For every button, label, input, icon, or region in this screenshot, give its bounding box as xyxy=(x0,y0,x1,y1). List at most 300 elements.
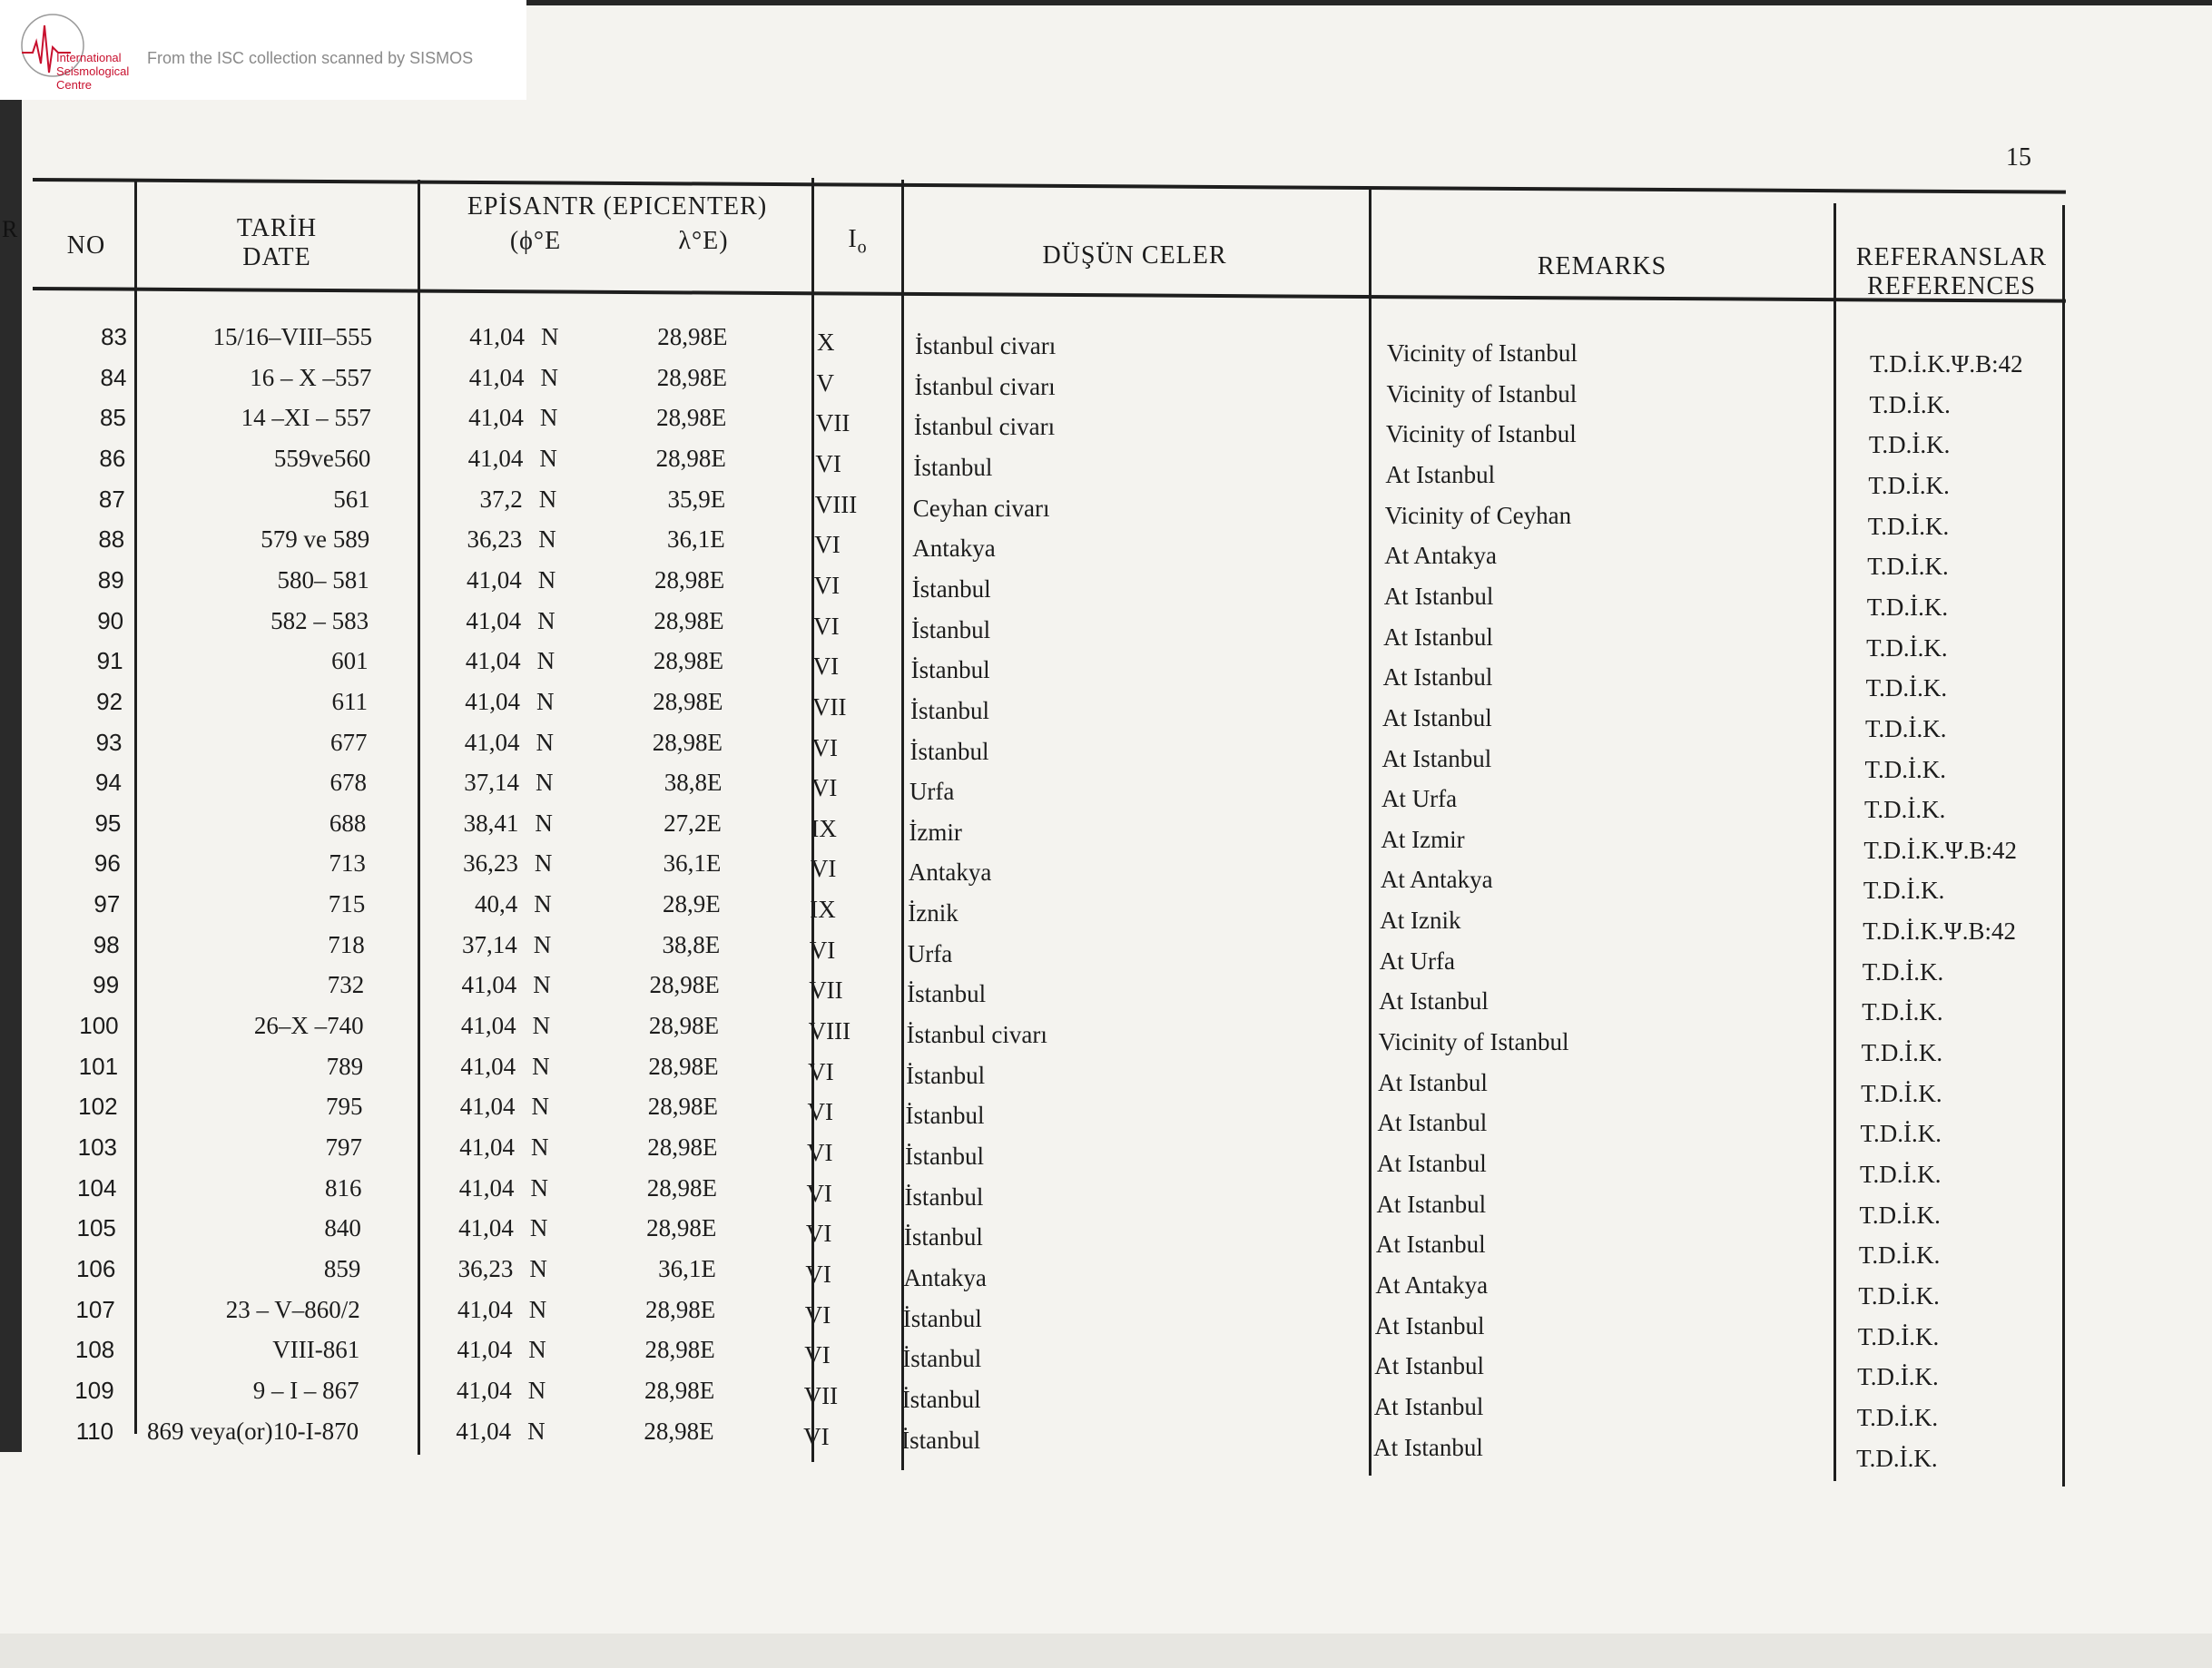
spine-letter: R xyxy=(2,216,18,242)
cell-ref: T.D.İ.K. xyxy=(1858,1281,1940,1310)
cell-lat-h: N xyxy=(531,1133,549,1161)
cell-dusunce: İstanbul xyxy=(902,1345,982,1373)
cell-io: VI xyxy=(810,855,837,883)
cell-lon: 36,1 xyxy=(667,525,711,554)
cell-ref: T.D.İ.K. xyxy=(1868,471,1950,499)
cell-lon-h: E xyxy=(701,1254,716,1282)
cell-no: 110 xyxy=(75,1417,114,1445)
cell-date: 14 –XI – 557 xyxy=(241,404,371,432)
col-divider-5 xyxy=(1369,187,1371,1476)
cell-remark: Vicinity of Ceyhan xyxy=(1384,501,1572,529)
cell-ref: T.D.İ.K. xyxy=(1867,553,1949,581)
cell-lon: 28,98 xyxy=(644,1376,700,1404)
cell-lon-h: E xyxy=(706,769,723,797)
header-epicenter: EPİSANTR (EPICENTER) xyxy=(467,192,768,221)
cell-dusunce: Urfa xyxy=(907,939,953,967)
cell-io: VI xyxy=(805,1260,831,1288)
header-remarks: REMARKS xyxy=(1537,252,1667,280)
cell-lon-h: E xyxy=(709,606,724,634)
cell-lat-h: N xyxy=(535,769,554,797)
cell-dusunce: İstanbul xyxy=(909,737,989,765)
cell-lon: 38,8 xyxy=(664,769,707,797)
cell-lat: 41,04 xyxy=(466,565,522,594)
cell-ref: T.D.İ.K. xyxy=(1866,593,1949,621)
cell-remark: At Istanbul xyxy=(1377,1109,1488,1137)
cell-io: VI xyxy=(809,936,836,964)
cell-dusunce: İstanbul xyxy=(910,696,990,724)
cell-no: 86 xyxy=(99,444,126,472)
cell-lat-h: N xyxy=(533,930,552,958)
cell-date: VIII-861 xyxy=(272,1336,360,1364)
cell-ref: T.D.İ.K.Ψ.B:42 xyxy=(1863,917,2016,946)
table-right-rule xyxy=(2062,205,2065,1486)
logo-line-1: International xyxy=(56,51,122,64)
cell-io: VI xyxy=(813,571,841,599)
cell-lat-h: N xyxy=(536,728,554,756)
cell-io: VI xyxy=(808,1057,834,1085)
cell-dusunce: İstanbul xyxy=(905,1143,984,1170)
cell-lat-h: N xyxy=(533,971,551,999)
cell-lat: 41,04 xyxy=(458,1214,514,1242)
isc-banner xyxy=(0,0,526,100)
cell-dusunce: İstanbul xyxy=(913,453,993,481)
cell-lon-h: E xyxy=(705,849,722,878)
cell-lon: 28,98 xyxy=(657,323,713,350)
cell-lon: 28,98 xyxy=(644,1417,700,1445)
cell-lon-h: E xyxy=(699,1417,714,1445)
cell-lat: 36,23 xyxy=(457,1254,514,1282)
cell-date: 797 xyxy=(325,1133,362,1161)
cell-no: 89 xyxy=(97,565,124,594)
cell-lon-h: E xyxy=(701,1214,717,1242)
cell-remark: At Urfa xyxy=(1381,785,1458,813)
cell-lat-h: N xyxy=(534,849,553,878)
cell-lon: 28,98 xyxy=(645,1295,701,1323)
cell-lat: 41,04 xyxy=(461,971,517,999)
cell-lon-h: E xyxy=(710,525,725,554)
cell-lat: 41,04 xyxy=(457,1336,513,1364)
cell-remark: At Istanbul xyxy=(1383,582,1494,610)
cell-ref: T.D.İ.K. xyxy=(1861,1039,1943,1067)
cell-lon-h: E xyxy=(709,565,725,594)
cell-lat-h: N xyxy=(527,1417,546,1445)
cell-io: VI xyxy=(806,1179,832,1207)
cell-lat: 37,14 xyxy=(464,769,519,797)
cell-date: 677 xyxy=(330,728,368,756)
cell-io: VI xyxy=(815,449,841,477)
cell-dusunce: İstanbul xyxy=(902,1304,982,1332)
cell-lon: 38,8 xyxy=(662,930,705,958)
cell-date: 16 – X –557 xyxy=(250,363,372,391)
cell-dusunce: İstanbul civarı xyxy=(915,332,1057,359)
cell-remark: At Istanbul xyxy=(1377,1150,1487,1177)
cell-dusunce: İstanbul xyxy=(911,574,991,603)
cell-lon: 28,98 xyxy=(654,565,710,594)
cell-lon-h: E xyxy=(704,971,720,999)
cell-ref: T.D.İ.K. xyxy=(1857,1363,1939,1391)
cell-date: 688 xyxy=(329,809,367,837)
cell-no: 101 xyxy=(78,1052,119,1080)
cell-lat: 38,41 xyxy=(463,809,519,837)
cell-date: 816 xyxy=(324,1173,362,1202)
cell-lat-h: N xyxy=(536,687,555,715)
cell-no: 83 xyxy=(101,323,127,350)
cell-lat: 41,04 xyxy=(465,687,521,715)
cell-remark: At Istanbul xyxy=(1373,1433,1483,1461)
header-io-i: I xyxy=(848,225,858,253)
cell-no: 87 xyxy=(98,485,125,513)
cell-dusunce: Ceyhan civarı xyxy=(912,494,1050,522)
cell-dusunce: İstanbul xyxy=(910,656,990,684)
cell-no: 85 xyxy=(99,404,126,432)
cell-io: VII xyxy=(803,1381,839,1409)
cell-no: 90 xyxy=(97,606,124,634)
cell-lat-h: N xyxy=(540,363,558,391)
cell-lon-h: E xyxy=(708,647,724,675)
cell-no: 96 xyxy=(93,849,121,878)
cell-dusunce: Antakya xyxy=(912,535,996,563)
cell-lon: 28,98 xyxy=(648,1012,704,1040)
logo-line-2: Seismological xyxy=(56,64,130,78)
cell-lat-h: N xyxy=(536,647,555,675)
cell-date: 869 veya(or)10-I-870 xyxy=(146,1417,359,1445)
cell-io: VI xyxy=(814,531,841,559)
cell-ref: T.D.İ.K. xyxy=(1858,1241,1941,1270)
cell-lat-h: N xyxy=(539,404,558,432)
cell-lon: 28,98 xyxy=(653,687,709,715)
header-dusunceler: DÜŞÜN CELER xyxy=(1042,241,1227,270)
cell-no: 107 xyxy=(75,1295,115,1323)
cell-no: 92 xyxy=(96,687,123,715)
cell-lat: 41,04 xyxy=(460,1052,516,1080)
cell-no: 91 xyxy=(96,647,123,675)
cell-ref: T.D.İ.K. xyxy=(1867,512,1950,540)
cell-ref: T.D.İ.K.Ψ.B:42 xyxy=(1870,350,2023,378)
cell-lat-h: N xyxy=(541,323,559,350)
page-number: 15 xyxy=(2006,143,2031,172)
cell-ref: T.D.İ.K.Ψ.B:42 xyxy=(1863,836,2018,864)
cell-remark: Vicinity of Istanbul xyxy=(1386,379,1578,407)
cell-lon: 28,98 xyxy=(648,1052,704,1080)
cell-lat: 41,04 xyxy=(460,1012,516,1040)
cell-lat: 40,4 xyxy=(475,890,518,918)
cell-lon-h: E xyxy=(711,444,726,472)
cell-date: 580– 581 xyxy=(277,565,369,594)
cell-remark: At Istanbul xyxy=(1383,623,1493,651)
cell-lat: 41,04 xyxy=(456,1417,512,1445)
header-date: DATE xyxy=(242,243,311,271)
cell-lon-h: E xyxy=(703,1133,718,1161)
logo-line-3: Centre xyxy=(56,78,93,92)
cell-date: 611 xyxy=(331,687,369,715)
cell-io: IX xyxy=(811,814,837,842)
cell-lat-h: N xyxy=(537,606,555,634)
cell-ref: T.D.İ.K. xyxy=(1869,390,1951,418)
cell-no: 109 xyxy=(74,1376,114,1404)
cell-dusunce: İstanbul xyxy=(903,1223,983,1251)
cell-lat: 41,04 xyxy=(459,1093,516,1121)
cell-date: 732 xyxy=(327,971,365,999)
cell-lon: 28,9 xyxy=(663,890,706,918)
cell-date: 15/16–VIII–555 xyxy=(212,323,372,350)
cell-remark: At Izmir xyxy=(1381,825,1465,853)
cell-remark: At Istanbul xyxy=(1374,1311,1485,1339)
cell-remark: At Istanbul xyxy=(1379,987,1489,1016)
cell-no: 100 xyxy=(79,1012,119,1040)
cell-no: 88 xyxy=(98,525,125,554)
cell-ref: T.D.İ.K. xyxy=(1860,1161,1942,1188)
cell-lat-h: N xyxy=(535,809,553,837)
header-io-sub: o xyxy=(857,237,868,258)
cell-no: 93 xyxy=(95,728,123,756)
cell-ref: T.D.İ.K. xyxy=(1868,431,1951,459)
header-tarih: TARİH xyxy=(236,214,318,242)
cell-io: VI xyxy=(803,1422,830,1450)
isc-logo-text xyxy=(56,51,129,92)
cell-remark: At Antakya xyxy=(1375,1271,1489,1299)
cell-no: 104 xyxy=(77,1173,117,1202)
cell-lat-h: N xyxy=(538,485,557,513)
cell-lon-h: E xyxy=(703,1052,719,1080)
cell-date: 23 – V–860/2 xyxy=(225,1295,360,1323)
cell-date: 9 – I – 867 xyxy=(252,1376,359,1404)
header-phi: (ϕ°E xyxy=(509,227,562,255)
cell-lat: 41,04 xyxy=(468,363,525,391)
cell-remark: At Istanbul xyxy=(1375,1231,1486,1259)
cell-lon: 28,98 xyxy=(647,1093,703,1121)
cell-dusunce: İstanbul xyxy=(905,1102,985,1130)
cell-lat: 41,04 xyxy=(464,728,520,756)
cell-lon: 28,98 xyxy=(656,363,713,391)
cell-dusunce: İstanbul xyxy=(901,1385,981,1413)
cell-no: 84 xyxy=(100,363,127,391)
cell-no: 97 xyxy=(93,890,121,918)
cell-io: VII xyxy=(815,409,850,437)
cell-lat-h: N xyxy=(529,1214,548,1242)
cell-lon-h: E xyxy=(711,404,727,432)
cell-lon: 27,2 xyxy=(664,809,707,837)
cell-date: 678 xyxy=(329,769,367,797)
banner-caption: From the ISC collection scanned by SISMOS xyxy=(147,49,474,67)
book-spine xyxy=(0,91,22,1452)
cell-remark: At Urfa xyxy=(1379,947,1455,975)
cell-remark: Vicinity of Istanbul xyxy=(1387,339,1578,367)
cell-dusunce: İstanbul xyxy=(904,1182,984,1211)
cell-lon-h: E xyxy=(703,1093,719,1121)
cell-no: 95 xyxy=(94,809,122,837)
cell-no: 98 xyxy=(93,930,120,958)
cell-lon: 36,1 xyxy=(663,849,706,878)
cell-io: IX xyxy=(810,896,836,924)
cell-io: VI xyxy=(804,1300,831,1329)
cell-no: 106 xyxy=(75,1254,116,1282)
cell-remark: At Antakya xyxy=(1384,542,1497,570)
cell-remark: Vicinity of Istanbul xyxy=(1385,420,1577,448)
cell-lat: 37,2 xyxy=(479,485,523,513)
cell-date: 582 – 583 xyxy=(270,606,369,634)
cell-remark: At Istanbul xyxy=(1378,1068,1488,1096)
cell-no: 103 xyxy=(77,1133,117,1161)
cell-ref: T.D.İ.K. xyxy=(1859,1201,1941,1229)
cell-ref: T.D.İ.K. xyxy=(1863,796,1946,824)
cell-lon: 28,98 xyxy=(655,444,712,472)
cell-lon-h: E xyxy=(700,1295,716,1323)
cell-lat: 36,23 xyxy=(467,525,523,554)
cell-remark: Vicinity of Istanbul xyxy=(1378,1028,1569,1056)
cell-lon: 35,9 xyxy=(667,485,711,513)
cell-ref: T.D.İ.K. xyxy=(1860,1120,1942,1148)
cell-io: VII xyxy=(812,692,847,721)
cell-lon-h: E xyxy=(700,1336,715,1364)
cell-ref: T.D.İ.K. xyxy=(1856,1403,1939,1431)
cell-date: 795 xyxy=(326,1093,363,1121)
cell-lat-h: N xyxy=(531,1093,550,1121)
cell-date: 789 xyxy=(326,1052,364,1080)
cell-lon-h: E xyxy=(699,1376,715,1404)
cell-dusunce: İznik xyxy=(908,899,959,927)
cell-remark: At Antakya xyxy=(1380,866,1493,894)
cell-dusunce: İstanbul civarı xyxy=(906,1021,1047,1049)
cell-remark: At Istanbul xyxy=(1376,1190,1487,1218)
header-references-en: REFERENCES xyxy=(1867,272,2036,300)
cell-date: 26–X –740 xyxy=(253,1012,364,1040)
cell-lon-h: E xyxy=(705,890,721,918)
cell-lon: 28,98 xyxy=(653,647,709,675)
cell-lat-h: N xyxy=(527,1376,546,1404)
cell-lat-h: N xyxy=(532,1012,551,1040)
cell-ref: T.D.İ.K. xyxy=(1856,1444,1938,1472)
cell-io: VI xyxy=(813,612,840,640)
cell-remark: At Istanbul xyxy=(1373,1392,1484,1420)
cell-no: 102 xyxy=(78,1093,118,1121)
cell-lat-h: N xyxy=(534,890,552,918)
cell-date: 561 xyxy=(333,485,370,513)
cell-lon-h: E xyxy=(704,930,721,958)
cell-remark: At Istanbul xyxy=(1381,744,1492,772)
cell-lon: 28,98 xyxy=(654,606,710,634)
cell-date: 579 ve 589 xyxy=(261,525,370,554)
cell-lat: 41,04 xyxy=(459,1133,515,1161)
cell-lat-h: N xyxy=(528,1295,547,1323)
cell-lat-h: N xyxy=(528,1336,546,1364)
cell-ref: T.D.İ.K. xyxy=(1865,714,1947,742)
cell-ref: T.D.İ.K. xyxy=(1861,1079,1942,1107)
cell-lon: 28,98 xyxy=(656,404,712,432)
cell-lat: 37,14 xyxy=(462,930,517,958)
cell-lon: 28,98 xyxy=(646,1214,702,1242)
cell-dusunce: İstanbul civarı xyxy=(914,372,1056,400)
cell-io: VI xyxy=(807,1098,834,1126)
header-references-tr: REFERANSLAR xyxy=(1855,243,2048,271)
cell-ref: T.D.İ.K. xyxy=(1863,877,1945,905)
cell-ref: T.D.İ.K. xyxy=(1862,957,1944,986)
header-no: NO xyxy=(66,231,106,260)
cell-lat-h: N xyxy=(537,565,556,594)
cell-lat: 41,04 xyxy=(467,444,524,472)
cell-lon: 28,98 xyxy=(644,1336,701,1364)
header-lambda: λ°E) xyxy=(678,227,729,255)
cell-lon: 28,98 xyxy=(652,728,708,756)
cell-dusunce: İstanbul xyxy=(906,1061,986,1089)
cell-remark: At Istanbul xyxy=(1382,663,1493,692)
col-divider-1 xyxy=(134,182,137,1434)
cell-lon-h: E xyxy=(710,485,726,513)
cell-no: 99 xyxy=(93,971,120,999)
cell-lon-h: E xyxy=(712,363,727,391)
cell-lon: 28,98 xyxy=(649,971,705,999)
cell-lon-h: E xyxy=(702,1173,717,1202)
cell-lon-h: E xyxy=(707,728,723,756)
cell-lat: 41,04 xyxy=(469,323,525,350)
cell-remark: At Istanbul xyxy=(1382,703,1492,731)
cell-ref: T.D.İ.K. xyxy=(1857,1322,1940,1350)
col-divider-2 xyxy=(418,180,420,1455)
cell-dusunce: Antakya xyxy=(908,859,992,887)
cell-lat: 41,04 xyxy=(457,1295,513,1323)
cell-lon: 36,1 xyxy=(658,1254,702,1282)
cell-lon: 28,98 xyxy=(646,1173,703,1202)
cell-lat: 41,04 xyxy=(466,606,522,634)
table-top-rule xyxy=(33,178,2066,194)
cell-lat-h: N xyxy=(530,1173,548,1202)
cell-lon-h: E xyxy=(706,809,722,837)
cell-dusunce: İstanbul xyxy=(907,980,987,1008)
cell-io: VI xyxy=(805,1220,832,1248)
cell-date: 713 xyxy=(329,849,366,878)
cell-lat-h: N xyxy=(538,525,556,554)
cell-io: VII xyxy=(809,976,843,1005)
cell-ref: T.D.İ.K. xyxy=(1866,633,1948,662)
cell-lon-h: E xyxy=(713,323,728,350)
cell-date: 715 xyxy=(328,890,366,918)
cell-lat: 41,04 xyxy=(465,647,521,675)
cell-ref: T.D.İ.K. xyxy=(1865,674,1948,702)
cell-io: VIII xyxy=(808,1017,851,1045)
cell-io: VI xyxy=(811,733,838,761)
header-io xyxy=(821,225,894,262)
cell-no: 94 xyxy=(95,769,122,797)
cell-io: VIII xyxy=(814,490,858,518)
cell-dusunce: Urfa xyxy=(909,778,955,806)
cell-no: 105 xyxy=(76,1214,116,1242)
cell-lat: 41,04 xyxy=(468,404,524,432)
cell-ref: T.D.İ.K. xyxy=(1862,998,1943,1026)
cell-dusunce: İstanbul xyxy=(911,615,991,643)
cell-lat-h: N xyxy=(532,1052,550,1080)
cell-date: 840 xyxy=(324,1214,361,1242)
cell-lat: 41,04 xyxy=(456,1376,512,1404)
cell-date: 859 xyxy=(323,1254,361,1282)
cell-remark: At Istanbul xyxy=(1385,460,1496,488)
header-bottom-rule xyxy=(33,287,2066,303)
cell-io: VI xyxy=(804,1341,831,1369)
cell-lon-h: E xyxy=(703,1012,720,1040)
cell-io: V xyxy=(816,368,834,397)
cell-lon-h: E xyxy=(708,687,723,715)
cell-dusunce: İstanbul xyxy=(901,1426,981,1454)
cell-io: VI xyxy=(807,1139,833,1166)
cell-date: 718 xyxy=(328,930,365,958)
cell-io: VI xyxy=(811,774,838,802)
cell-date: 601 xyxy=(331,647,369,675)
cell-no: 108 xyxy=(74,1336,115,1364)
col-divider-6 xyxy=(1834,203,1836,1481)
cell-dusunce: İstanbul civarı xyxy=(913,413,1056,441)
cell-lat: 36,23 xyxy=(463,849,518,878)
cell-io: VI xyxy=(812,652,840,681)
cell-lat: 41,04 xyxy=(458,1173,515,1202)
cell-lon: 28,98 xyxy=(647,1133,703,1161)
